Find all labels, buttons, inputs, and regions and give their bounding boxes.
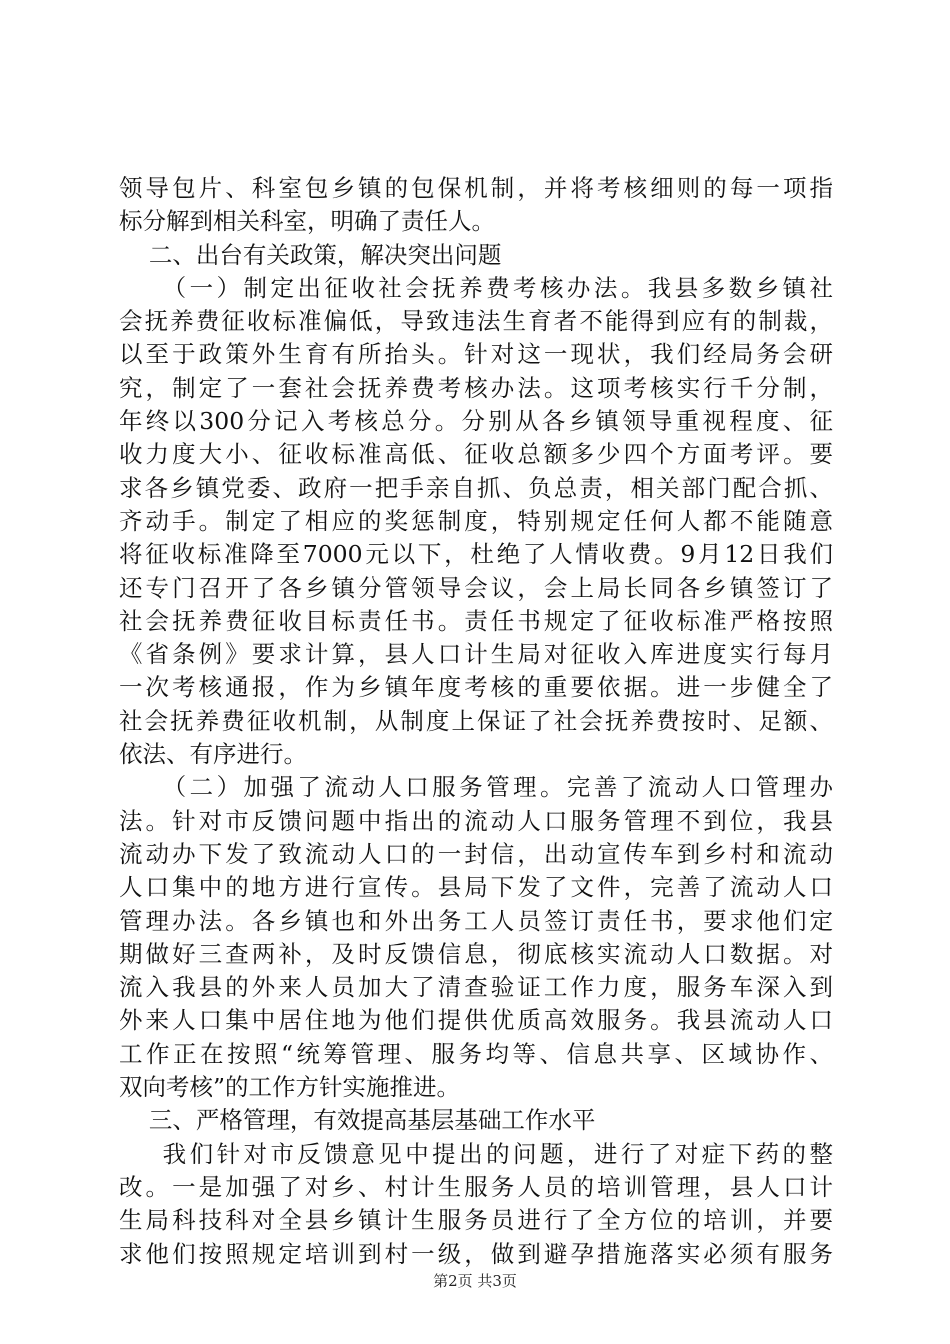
heading-section-3 bbox=[119, 1104, 833, 1137]
text-line: 我们针对市反馈意见中提出的问题，进行了对症下药的整 bbox=[119, 1139, 833, 1168]
text-line: 外来人口集中居住地为他们提供优质高效服务。我县流动人口 bbox=[119, 1006, 833, 1035]
text-line: 依法、有序进行。 bbox=[119, 740, 307, 769]
text-line: 齐动手。制定了相应的奖惩制度，特别规定任何人都不能随意 bbox=[119, 506, 833, 535]
para-3 bbox=[119, 1138, 833, 1271]
text-line: 社会抚养费征收目标责任书。责任书规定了征收标准严格按照 bbox=[119, 606, 833, 635]
text-line: 一次考核通报，作为乡镇年度考核的重要依据。进一步健全了 bbox=[119, 673, 833, 702]
text-line: 双向考核”的工作方针实施推进。 bbox=[119, 1073, 461, 1102]
text-line: 生局科技科对全县乡镇计生服务员进行了全方位的培训，并要 bbox=[119, 1206, 833, 1235]
text-line: 期做好三查两补，及时反馈信息，彻底核实流动人口数据。对 bbox=[119, 939, 833, 968]
text-line: （二）加强了流动人口服务管理。完善了流动人口管理办 bbox=[119, 773, 833, 802]
para-continuation bbox=[119, 172, 833, 239]
text-line: 人口集中的地方进行宣传。县局下发了文件，完善了流动人口 bbox=[119, 873, 833, 902]
text-line: 改。一是加强了对乡、村计生服务人员的培训管理，县人口计 bbox=[119, 1172, 833, 1201]
text-line: 标分解到相关科室，明确了责任人。 bbox=[119, 207, 495, 236]
para-2-2 bbox=[119, 771, 833, 1104]
heading-section-2 bbox=[119, 239, 833, 272]
page-footer: 第2页 共3页 bbox=[433, 1272, 517, 1290]
text-line: 流动办下发了致流动人口的一封信，出动宣传车到乡村和流动 bbox=[119, 839, 833, 868]
text-line: 社会抚养费征收机制，从制度上保证了社会抚养费按时、足额、 bbox=[119, 706, 833, 735]
text-line: 求他们按照规定培训到村一级，做到避孕措施落实必须有服务 bbox=[119, 1239, 833, 1268]
text-line: 求各乡镇党委、政府一把手亲自抓、负总责，相关部门配合抓、 bbox=[119, 473, 833, 502]
text-line: 管理办法。各乡镇也和外出务工人员签订责任书，要求他们定 bbox=[119, 906, 833, 935]
text-line: （一）制定出征收社会抚养费考核办法。我县多数乡镇社 bbox=[119, 273, 833, 302]
text-line: 工作正在按照“统筹管理、服务均等、信息共享、区域协作、 bbox=[119, 1039, 833, 1068]
text-line: 流入我县的外来人员加大了清查验证工作力度，服务车深入到 bbox=[119, 973, 833, 1002]
text-line: 将征收标准降至7000元以下，杜绝了人情收费。9月12日我们 bbox=[119, 540, 833, 569]
text-line: 年终以300分记入考核总分。分别从各乡镇领导重视程度、征 bbox=[119, 407, 833, 436]
text-line: 三、严格管理，有效提高基层基础工作水平 bbox=[119, 1106, 596, 1135]
text-line: 《省条例》要求计算，县人口计生局对征收入库进度实行每月 bbox=[119, 640, 833, 669]
text-line: 法。针对市反馈问题中指出的流动人口服务管理不到位，我县 bbox=[119, 806, 833, 835]
text-line: 二、出台有关政策，解决突出问题 bbox=[119, 240, 502, 269]
text-line: 领导包片、科室包乡镇的包保机制，并将考核细则的每一项指 bbox=[119, 174, 833, 202]
text-line: 收力度大小、征收标准高低、征收总额多少四个方面考评。要 bbox=[119, 440, 833, 469]
text-line: 究，制定了一套社会抚养费考核办法。这项考核实行千分制， bbox=[119, 373, 833, 402]
para-2-1 bbox=[119, 272, 833, 771]
text-line: 以至于政策外生育有所抬头。针对这一现状，我们经局务会研 bbox=[119, 340, 833, 369]
text-line: 会抚养费征收标准偏低，导致违法生育者不能得到应有的制裁， bbox=[119, 307, 833, 336]
document-body bbox=[119, 172, 833, 1271]
text-line: 还专门召开了各乡镇分管领导会议，会上局长同各乡镇签订了 bbox=[119, 573, 833, 602]
